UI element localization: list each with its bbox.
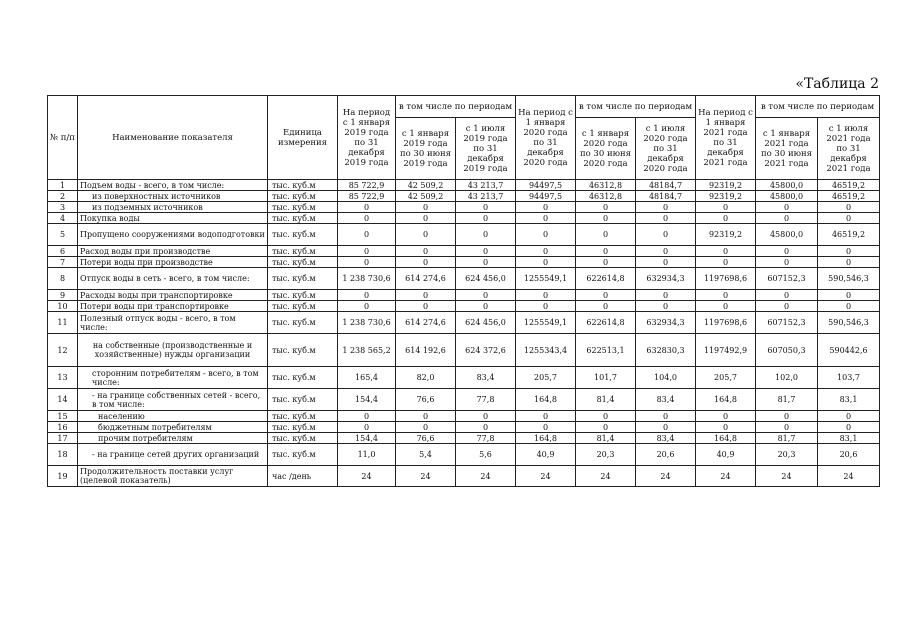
- header-period-2020: На период с 1 января 2020 года по 31 декабря 2020 года: [516, 96, 576, 180]
- value-cell: 0: [756, 301, 818, 312]
- header-incl-2021: в том числе по периодам: [756, 96, 880, 118]
- header-h1-2019: с 1 января 2019 года по 30 июня 2019 года: [396, 118, 456, 180]
- value-cell: 622513,1: [576, 334, 636, 367]
- value-cell: 0: [636, 213, 696, 224]
- value-cell: 0: [456, 224, 516, 246]
- value-cell: 624 372,6: [456, 334, 516, 367]
- value-cell: 104,0: [636, 367, 696, 389]
- row-number: 7: [48, 257, 78, 268]
- indicator-name: Расход воды при производстве: [78, 246, 268, 257]
- value-cell: 1 238 565,2: [338, 334, 396, 367]
- value-cell: 164,8: [516, 389, 576, 411]
- table-row: [48, 191, 880, 202]
- value-cell: 77,8: [456, 433, 516, 444]
- value-cell: 0: [456, 213, 516, 224]
- value-cell: 624 456,0: [456, 312, 516, 334]
- indicator-name: Потери воды при транспортировке: [78, 301, 268, 312]
- unit-cell: тыс. куб.м: [268, 444, 338, 466]
- value-cell: 0: [636, 290, 696, 301]
- unit-cell: тыс. куб.м: [268, 191, 338, 202]
- unit-cell: тыс. куб.м: [268, 257, 338, 268]
- value-cell: 0: [456, 301, 516, 312]
- indicator-name: из поверхностных источников: [78, 191, 268, 202]
- value-cell: 77,8: [456, 389, 516, 411]
- unit-cell: тыс. куб.м: [268, 301, 338, 312]
- value-cell: 0: [516, 411, 576, 422]
- value-cell: 40,9: [516, 444, 576, 466]
- table-row: [48, 268, 880, 290]
- value-cell: 0: [818, 422, 880, 433]
- table-row: [48, 389, 880, 411]
- header-period-2019: На период с 1 января 2019 года по 31 декабря 2019 года: [338, 96, 396, 180]
- value-cell: 0: [818, 257, 880, 268]
- value-cell: 614 274,6: [396, 268, 456, 290]
- header-unit: Единица измерения: [268, 96, 338, 180]
- unit-cell: тыс. куб.м: [268, 411, 338, 422]
- indicator-name: Отпуск воды в сеть - всего, в том числе:: [78, 268, 268, 290]
- value-cell: 0: [636, 246, 696, 257]
- value-cell: 1197698,6: [696, 312, 756, 334]
- value-cell: 11,0: [338, 444, 396, 466]
- value-cell: 0: [636, 411, 696, 422]
- value-cell: 0: [636, 301, 696, 312]
- value-cell: 622614,8: [576, 268, 636, 290]
- row-number: 11: [48, 312, 78, 334]
- value-cell: 45800,0: [756, 180, 818, 191]
- value-cell: 48184,7: [636, 191, 696, 202]
- value-cell: 205,7: [516, 367, 576, 389]
- value-cell: 632934,3: [636, 312, 696, 334]
- value-cell: 46519,2: [818, 191, 880, 202]
- unit-cell: тыс. куб.м: [268, 202, 338, 213]
- value-cell: 24: [396, 466, 456, 487]
- row-number: 5: [48, 224, 78, 246]
- value-cell: 43 213,7: [456, 191, 516, 202]
- unit-cell: тыс. куб.м: [268, 367, 338, 389]
- row-number: 14: [48, 389, 78, 411]
- value-cell: 0: [338, 290, 396, 301]
- indicator-name: - на границе собственных сетей - всего, в том числе:: [78, 389, 268, 411]
- value-cell: 0: [576, 257, 636, 268]
- value-cell: 614 192,6: [396, 334, 456, 367]
- value-cell: 164,8: [696, 389, 756, 411]
- value-cell: 0: [576, 301, 636, 312]
- value-cell: 0: [576, 290, 636, 301]
- value-cell: 83,1: [818, 433, 880, 444]
- indicator-name: бюджетным потребителям: [78, 422, 268, 433]
- value-cell: 0: [516, 290, 576, 301]
- value-cell: 82,0: [396, 367, 456, 389]
- unit-cell: тыс. куб.м: [268, 268, 338, 290]
- value-cell: 48184,7: [636, 180, 696, 191]
- value-cell: 0: [576, 202, 636, 213]
- value-cell: 164,8: [516, 433, 576, 444]
- value-cell: 0: [696, 202, 756, 213]
- unit-cell: тыс. куб.м: [268, 389, 338, 411]
- value-cell: 45800,0: [756, 224, 818, 246]
- value-cell: 0: [338, 224, 396, 246]
- value-cell: 1 238 730,6: [338, 268, 396, 290]
- row-number: 12: [48, 334, 78, 367]
- unit-cell: тыс. куб.м: [268, 246, 338, 257]
- value-cell: 94497,5: [516, 180, 576, 191]
- indicator-name: прочим потребителям: [78, 433, 268, 444]
- unit-cell: тыс. куб.м: [268, 433, 338, 444]
- table-row: [48, 422, 880, 433]
- indicator-name: Полезный отпуск воды - всего, в том числе:: [78, 312, 268, 334]
- header-h1-2021: с 1 января 2021 года по 30 июня 2021 года: [756, 118, 818, 180]
- value-cell: 24: [576, 466, 636, 487]
- value-cell: 0: [756, 290, 818, 301]
- value-cell: 0: [516, 246, 576, 257]
- header-incl-2020: в том числе по периодам: [576, 96, 696, 118]
- unit-cell: тыс. куб.м: [268, 290, 338, 301]
- value-cell: 0: [338, 202, 396, 213]
- value-cell: 0: [338, 213, 396, 224]
- value-cell: 0: [456, 246, 516, 257]
- value-cell: 24: [338, 466, 396, 487]
- value-cell: 0: [338, 411, 396, 422]
- value-cell: 0: [696, 257, 756, 268]
- indicator-name: Покупка воды: [78, 213, 268, 224]
- header-incl-2019: в том числе по периодам: [396, 96, 516, 118]
- indicator-name: - на границе сетей других организаций: [78, 444, 268, 466]
- unit-cell: тыс. куб.м: [268, 312, 338, 334]
- table-caption: «Таблица 2: [795, 76, 879, 92]
- value-cell: 0: [756, 422, 818, 433]
- table-row: [48, 246, 880, 257]
- value-cell: 0: [756, 257, 818, 268]
- indicator-name: Пропущено сооружениями водоподготовки: [78, 224, 268, 246]
- value-cell: 1255549,1: [516, 312, 576, 334]
- value-cell: 20,3: [576, 444, 636, 466]
- value-cell: 0: [696, 411, 756, 422]
- table-row: [48, 444, 880, 466]
- unit-cell: тыс. куб.м: [268, 422, 338, 433]
- value-cell: 42 509,2: [396, 180, 456, 191]
- indicator-name: населению: [78, 411, 268, 422]
- value-cell: 0: [576, 224, 636, 246]
- value-cell: 81,7: [756, 389, 818, 411]
- value-cell: 165,4: [338, 367, 396, 389]
- row-number: 16: [48, 422, 78, 433]
- value-cell: 0: [396, 290, 456, 301]
- value-cell: 0: [338, 246, 396, 257]
- value-cell: 0: [756, 246, 818, 257]
- value-cell: 590,546,3: [818, 268, 880, 290]
- value-cell: 607050,3: [756, 334, 818, 367]
- value-cell: 0: [516, 257, 576, 268]
- value-cell: 42 509,2: [396, 191, 456, 202]
- unit-cell: тыс. куб.м: [268, 224, 338, 246]
- value-cell: 0: [636, 422, 696, 433]
- value-cell: 92319,2: [696, 224, 756, 246]
- value-cell: 0: [818, 202, 880, 213]
- value-cell: 76,6: [396, 389, 456, 411]
- value-cell: 40,9: [696, 444, 756, 466]
- value-cell: 0: [818, 290, 880, 301]
- unit-cell: тыс. куб.м: [268, 180, 338, 191]
- value-cell: 46312,8: [576, 191, 636, 202]
- row-number: 17: [48, 433, 78, 444]
- value-cell: 76,6: [396, 433, 456, 444]
- value-cell: 0: [576, 213, 636, 224]
- value-cell: 622614,8: [576, 312, 636, 334]
- indicator-name: Расходы воды при транспортировке: [78, 290, 268, 301]
- value-cell: 0: [756, 202, 818, 213]
- value-cell: 0: [818, 301, 880, 312]
- value-cell: 0: [396, 213, 456, 224]
- table-row: [48, 180, 880, 191]
- value-cell: 154,4: [338, 433, 396, 444]
- value-cell: 83,1: [818, 389, 880, 411]
- table-row: [48, 224, 880, 246]
- value-cell: 614 274,6: [396, 312, 456, 334]
- value-cell: 0: [396, 411, 456, 422]
- value-cell: 1197698,6: [696, 268, 756, 290]
- table-row: [48, 202, 880, 213]
- value-cell: 24: [696, 466, 756, 487]
- value-cell: 24: [818, 466, 880, 487]
- header-period-2021: На период с 1 января 2021 года по 31 декабря 2021 года: [696, 96, 756, 180]
- value-cell: 590442,6: [818, 334, 880, 367]
- value-cell: 85 722,9: [338, 191, 396, 202]
- value-cell: 0: [338, 422, 396, 433]
- row-number: 8: [48, 268, 78, 290]
- value-cell: 0: [516, 213, 576, 224]
- header-name: Наименование показателя: [78, 96, 268, 180]
- value-cell: 83,4: [636, 389, 696, 411]
- header-h2-2019: с 1 июля 2019 года по 31 декабря 2019 года: [456, 118, 516, 180]
- value-cell: 83,4: [456, 367, 516, 389]
- value-cell: 0: [576, 411, 636, 422]
- table-row: [48, 334, 880, 367]
- value-cell: 0: [636, 202, 696, 213]
- value-cell: 0: [396, 202, 456, 213]
- value-cell: 0: [396, 224, 456, 246]
- value-cell: 624 456,0: [456, 268, 516, 290]
- value-cell: 205,7: [696, 367, 756, 389]
- value-cell: 632830,3: [636, 334, 696, 367]
- value-cell: 81,7: [756, 433, 818, 444]
- value-cell: 24: [456, 466, 516, 487]
- value-cell: 0: [756, 213, 818, 224]
- value-cell: 81,4: [576, 433, 636, 444]
- value-cell: 1 238 730,6: [338, 312, 396, 334]
- value-cell: 5,6: [456, 444, 516, 466]
- indicator-name: из подземных источников: [78, 202, 268, 213]
- unit-cell: час /день: [268, 466, 338, 487]
- value-cell: 20,3: [756, 444, 818, 466]
- value-cell: 164,8: [696, 433, 756, 444]
- table-body: [48, 180, 880, 487]
- table-row: [48, 411, 880, 422]
- value-cell: 1197492,9: [696, 334, 756, 367]
- table-row: [48, 290, 880, 301]
- value-cell: 0: [516, 202, 576, 213]
- indicator-name: Продолжительность поставки услуг (целевой показатель): [78, 466, 268, 487]
- value-cell: 0: [516, 301, 576, 312]
- value-cell: 0: [396, 422, 456, 433]
- value-cell: 0: [456, 422, 516, 433]
- value-cell: 43 213,7: [456, 180, 516, 191]
- value-cell: 1255549,1: [516, 268, 576, 290]
- value-cell: 0: [396, 257, 456, 268]
- value-cell: 0: [696, 290, 756, 301]
- value-cell: 0: [396, 301, 456, 312]
- value-cell: 92319,2: [696, 180, 756, 191]
- value-cell: 94497,5: [516, 191, 576, 202]
- row-number: 13: [48, 367, 78, 389]
- indicators-table: [47, 95, 880, 487]
- indicator-name: Потери воды при производстве: [78, 257, 268, 268]
- row-number: 15: [48, 411, 78, 422]
- value-cell: 24: [636, 466, 696, 487]
- header-h1-2020: с 1 января 2020 года по 30 июня 2020 года: [576, 118, 636, 180]
- table-row: [48, 433, 880, 444]
- table-row: [48, 213, 880, 224]
- indicator-name: на собственные (производственные и хозяйственные) нужды организации: [78, 334, 268, 367]
- value-cell: 20,6: [636, 444, 696, 466]
- value-cell: 1255343,4: [516, 334, 576, 367]
- header-h2-2021: с 1 июля 2021 года по 31 декабря 2021 года: [818, 118, 880, 180]
- value-cell: 0: [818, 213, 880, 224]
- value-cell: 607152,3: [756, 312, 818, 334]
- value-cell: 101,7: [576, 367, 636, 389]
- value-cell: 154,4: [338, 389, 396, 411]
- value-cell: 0: [696, 246, 756, 257]
- table-row: [48, 257, 880, 268]
- value-cell: 0: [456, 411, 516, 422]
- value-cell: 0: [396, 246, 456, 257]
- value-cell: 20,6: [818, 444, 880, 466]
- value-cell: 0: [516, 422, 576, 433]
- value-cell: 46519,2: [818, 180, 880, 191]
- value-cell: 632934,3: [636, 268, 696, 290]
- row-number: 9: [48, 290, 78, 301]
- value-cell: 0: [516, 224, 576, 246]
- header-h2-2020: с 1 июля 2020 года по 31 декабря 2020 года: [636, 118, 696, 180]
- value-cell: 0: [696, 422, 756, 433]
- value-cell: 0: [338, 301, 396, 312]
- row-number: 18: [48, 444, 78, 466]
- value-cell: 607152,3: [756, 268, 818, 290]
- row-number: 10: [48, 301, 78, 312]
- value-cell: 0: [636, 224, 696, 246]
- value-cell: 0: [818, 411, 880, 422]
- value-cell: 83,4: [636, 433, 696, 444]
- row-number: 1: [48, 180, 78, 191]
- value-cell: 24: [516, 466, 576, 487]
- value-cell: 0: [576, 246, 636, 257]
- value-cell: 0: [696, 301, 756, 312]
- row-number: 6: [48, 246, 78, 257]
- value-cell: 0: [456, 290, 516, 301]
- value-cell: 0: [636, 257, 696, 268]
- unit-cell: тыс. куб.м: [268, 213, 338, 224]
- table-row: [48, 312, 880, 334]
- indicator-name: Подъем воды - всего, в том числе:: [78, 180, 268, 191]
- value-cell: 24: [756, 466, 818, 487]
- value-cell: 92319,2: [696, 191, 756, 202]
- value-cell: 0: [338, 257, 396, 268]
- header-num: № п/п: [48, 96, 78, 180]
- row-number: 19: [48, 466, 78, 487]
- value-cell: 5,4: [396, 444, 456, 466]
- value-cell: 0: [576, 422, 636, 433]
- row-number: 3: [48, 202, 78, 213]
- value-cell: 46312,8: [576, 180, 636, 191]
- value-cell: 85 722,9: [338, 180, 396, 191]
- value-cell: 0: [456, 257, 516, 268]
- value-cell: 0: [818, 246, 880, 257]
- table-row: [48, 466, 880, 487]
- value-cell: 81,4: [576, 389, 636, 411]
- value-cell: 590,546,3: [818, 312, 880, 334]
- row-number: 4: [48, 213, 78, 224]
- row-number: 2: [48, 191, 78, 202]
- value-cell: 103,7: [818, 367, 880, 389]
- value-cell: 0: [756, 411, 818, 422]
- table-row: [48, 301, 880, 312]
- value-cell: 45800,0: [756, 191, 818, 202]
- value-cell: 102,0: [756, 367, 818, 389]
- value-cell: 0: [696, 213, 756, 224]
- value-cell: 0: [456, 202, 516, 213]
- unit-cell: тыс. куб.м: [268, 334, 338, 367]
- table-row: [48, 367, 880, 389]
- indicator-name: сторонним потребителям - всего, в том числе:: [78, 367, 268, 389]
- value-cell: 46519,2: [818, 224, 880, 246]
